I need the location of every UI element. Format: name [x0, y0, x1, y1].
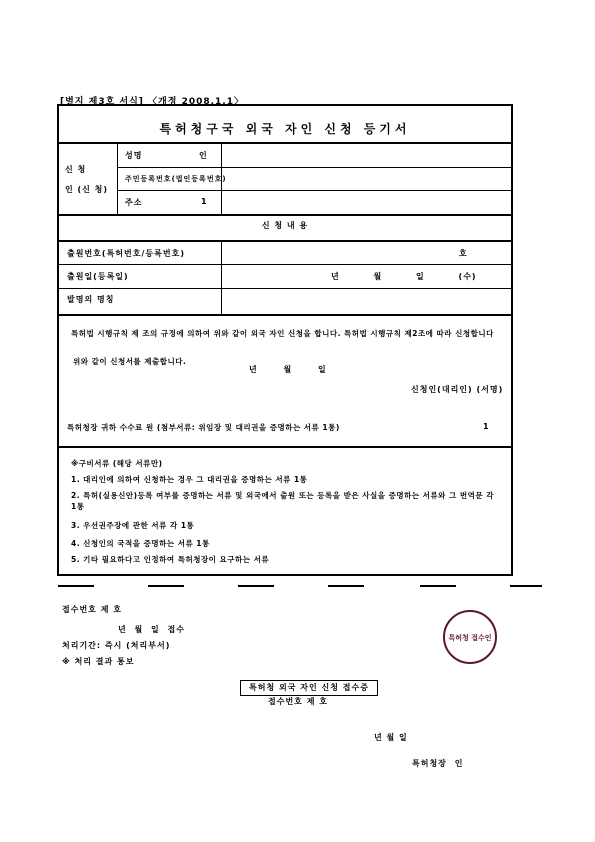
- divider: [59, 264, 511, 265]
- form-title: 특허청구국 외국 자인 신청 등기서: [159, 122, 411, 136]
- application-date-label: 출원일(등록일): [67, 272, 129, 281]
- statement-signer: 신청인(대리인) (서명): [411, 385, 504, 394]
- divider: [117, 190, 511, 191]
- cut-line-segment: [58, 585, 94, 587]
- address-mark: 1: [201, 197, 208, 206]
- section-header: 신 청 내 용: [261, 221, 309, 230]
- application-number-label: 출원번호(특허번호/등록번호): [67, 249, 185, 258]
- applicant-group-label-2: 인 (신 청): [65, 185, 109, 194]
- applicant-group-label: 신 청: [65, 165, 87, 174]
- receipt-stamp: [443, 610, 497, 664]
- divider: [59, 446, 511, 448]
- statement-date: 년 월 일: [249, 365, 327, 374]
- address-label: 주소: [125, 198, 143, 207]
- divider: [59, 240, 511, 242]
- application-date-value: 년 월 일 (수): [331, 272, 477, 281]
- receipt-line-a: 년 월 일 접수: [118, 625, 185, 634]
- sign-authority: 특허청장 인: [412, 759, 464, 768]
- cut-line-segment: [420, 585, 456, 587]
- application-form: [57, 104, 513, 576]
- sign-date: 년 월 일: [374, 733, 408, 742]
- cut-line-segment: [328, 585, 364, 587]
- receipt-line-c: ※ 처리 결과 통보: [62, 657, 135, 666]
- invention-title-label: 발명의 명칭: [67, 295, 115, 304]
- divider: [59, 314, 511, 316]
- receipt-line-b: 처리기간: 즉시 (처리부서): [62, 641, 171, 650]
- name-label: 성명: [125, 151, 143, 160]
- application-number-value: 호: [459, 249, 468, 258]
- id-number-label: 주민등록번호(법인등록번호): [125, 175, 227, 183]
- divider: [221, 242, 222, 314]
- statement-footer: 특허청장 귀하 수수료 원 (첨부서류: 위임장 및 대리권을 증명하는 서류 1통): [67, 423, 340, 432]
- cut-line-segment: [238, 585, 274, 587]
- note-item: 1. 대리인에 의하여 신청하는 경우 그 대리권을 증명하는 서류 1통: [71, 475, 308, 484]
- notes-heading: ※구비서류 (해당 서류만): [71, 459, 163, 468]
- cut-line-segment: [510, 585, 542, 587]
- receipt-subtitle: 접수번호 제 호: [268, 697, 328, 706]
- form-number-label: [별지 제3호 서식] 〈개정 2008.1.1〉: [60, 97, 244, 107]
- statement-line-2: 위와 같이 신청서를 제출합니다.: [73, 357, 187, 366]
- divider: [117, 144, 118, 214]
- stamp-text: 특허청 접수인: [448, 634, 492, 642]
- statement-footer-mark: 1: [483, 422, 490, 431]
- receipt-number-label: 접수번호 제 호: [62, 605, 122, 614]
- divider: [117, 167, 511, 168]
- statement-text: 특허법 시행규칙 제 조의 규정에 의하여 위와 같이 외국 자인 신청을 합니다. 특허법 시행규칙 제2조에 따라 신청합니다: [71, 329, 494, 338]
- note-item: 2. 특허(실용신안)등록 여부를 증명하는 서류 및 외국에서 출원 또는 등록을 받은 사실을 증명하는 서류와 그 번역문 각 1통: [71, 491, 494, 511]
- receipt-title-box: 특허청 외국 자인 신청 접수증: [240, 680, 378, 696]
- note-item: 3. 우선권주장에 관한 서류 각 1통: [71, 521, 195, 530]
- seal-mark: 인: [199, 151, 208, 160]
- divider: [59, 288, 511, 289]
- cut-line-segment: [148, 585, 184, 587]
- note-item: 4. 신청인의 국적을 증명하는 서류 1통: [71, 539, 210, 548]
- divider: [59, 142, 511, 144]
- note-item: 5. 기타 필요하다고 인정하여 특허청장이 요구하는 서류: [71, 555, 270, 564]
- divider: [59, 214, 511, 216]
